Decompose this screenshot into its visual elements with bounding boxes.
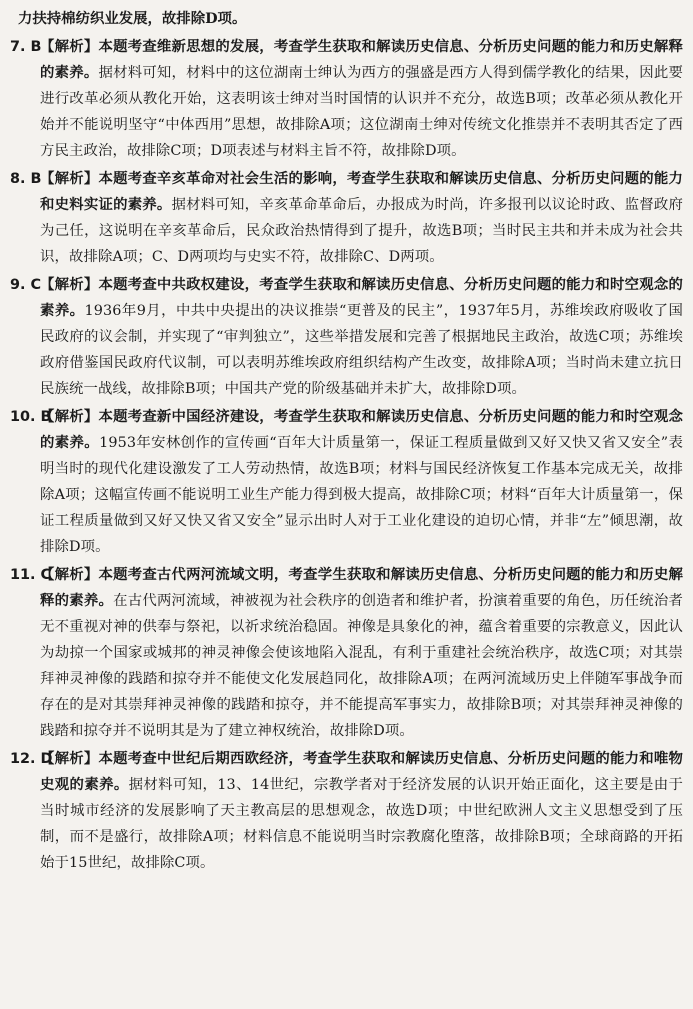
answer-text	[40, 272, 683, 402]
analysis-tag: 【解析】	[40, 170, 99, 187]
analysis-intro: 本题考查中共政权建设，考查学生获取和解读历史信息、分析历史问题的能力和时空观念的素养。	[40, 276, 683, 319]
analysis-intro: 本题考查新中国经济建设，考查学生获取和解读历史信息、分析历史问题的能力和时空观念的素养。	[40, 408, 683, 451]
analysis-intro: 本题考查古代两河流域文明，考查学生获取和解读历史信息、分析历史问题的能力和历史解释的素养。	[40, 566, 683, 609]
answer-item-12	[10, 746, 683, 876]
answer-item-9	[10, 272, 683, 402]
analysis-body: 据材料可知，13、14世纪，宗教学者对于经济发展的认识开始正面化，这主要是由于当时城市经济的发展影响了天主教高层的思想观念，故选D项；中世纪欧洲人文主义思想受到了压制，而不是盛行，故排除A项；材料信息不能说明当时宗教腐化堕落，故排除B项；全球商路的开拓始于15世纪，故排除C项。	[40, 777, 683, 871]
question-number: 8. B	[10, 171, 42, 187]
answer-text	[40, 404, 683, 560]
answer-text	[40, 746, 683, 876]
question-number: 12. D	[10, 751, 53, 767]
analysis-intro: 本题考查维新思想的发展，考查学生获取和解读历史信息、分析历史问题的能力和历史解释的素养。	[40, 38, 683, 81]
analysis-body: 据材料可知，材料中的这位湖南士绅认为西方的强盛是西方人得到儒学教化的结果，因此要进行改革必须从教化开始，这表明该士绅对当时国情的认识并不充分，故选B项；改革必须从教化开始并不能说明坚守“中体西用”思想，故排除A项；这位湖南士绅对传统文化推崇并不表明其否定了西方民主政治，故排除C项；D项表述与材料主旨不符，故排除D项。	[40, 65, 683, 159]
analysis-intro: 本题考查中世纪后期西欧经济，考查学生获取和解读历史信息、分析历史问题的能力和唯物史观的素养。	[40, 750, 683, 793]
answer-item-10	[10, 404, 683, 560]
analysis-body: 1953年安林创作的宣传画“百年大计质量第一，保证工程质量做到又好又快又省又安全”表明当时的现代化建设激发了工人劳动热情，故选B项；材料与国民经济恢复工作基本完成无关，故排除A项；这幅宣传画不能说明工业生产能力得到极大提高，故排除C项；材料“百年大计质量第一，保证工程质量做到又好又快又省又安全”显示出时人对于工业化建设的迫切心情，并非“左”倾思潮，故排除D项。	[40, 435, 683, 555]
analysis-body: 在古代两河流域，神被视为社会秩序的创造者和维护者，扮演着重要的角色，历任统治者无不重视对神的供奉与祭祀，以祈求统治稳固。神像是具象化的神，蕴含着重要的宗教意义，因此认为劫掠一个国家或城邦的神灵神像会使该地陷入混乱，有利于重建社会统治秩序，故选C项；对其崇拜神灵神像的践踏和掠夺并不能使文化发展趋同化，故排除A项；在两河流域历史上伴随军事战争而存在的是对其崇拜神灵神像的践踏和掠夺，并不能提高军事实力，故排除B项；对其崇拜神灵神像的践踏和掠夺并不说明其是为了建立神权统治，故排除D项。	[40, 593, 683, 739]
analysis-tag: 【解析】	[40, 38, 99, 55]
answer-text	[40, 562, 683, 744]
analysis-tag: 【解析】	[40, 566, 99, 583]
answer-item-7	[10, 34, 683, 164]
analysis-body: 1936年9月，中共中央提出的决议推崇“更普及的民主”，1937年5月，苏维埃政府吸收了国民政府的议会制，并实现了“审判独立”，这些举措发展和完善了根据地民主政治，故选C项；苏维埃政府借鉴国民政府代议制，可以表明苏维埃政府组织结构产生改变，故排除A项；当时尚未建立抗日民族统一战线，故排除B项；中国共产党的阶级基础并未扩大，故排除D项。	[40, 303, 683, 397]
analysis-tag: 【解析】	[40, 750, 99, 767]
analysis-tag: 【解析】	[40, 408, 99, 425]
answer-item-11	[10, 562, 683, 744]
analysis-body: 据材料可知，辛亥革命革命后，办报成为时尚，许多报刊以议论时政、监督政府为己任，这说明在辛亥革命后，民众政治热情得到了提升，故选B项；当时民主共和并未成为社会共识，故排除A项；C、D两项均与史实不符，故排除C、D两项。	[40, 197, 683, 265]
question-number: 11. C	[10, 567, 52, 583]
answer-text	[40, 166, 683, 270]
analysis-tag: 【解析】	[40, 276, 99, 293]
answer-item-8	[10, 166, 683, 270]
analysis-intro: 本题考查辛亥革命对社会生活的影响，考查学生获取和解读历史信息、分析历史问题的能力和史料实证的素养。	[40, 170, 683, 213]
lead-text: 力扶持棉纺织业发展，故排除D项。	[18, 10, 247, 27]
question-number: 9. C	[10, 277, 42, 293]
question-number: 10. B	[10, 409, 52, 425]
question-number: 7. B	[10, 39, 42, 55]
answer-text	[40, 34, 683, 164]
